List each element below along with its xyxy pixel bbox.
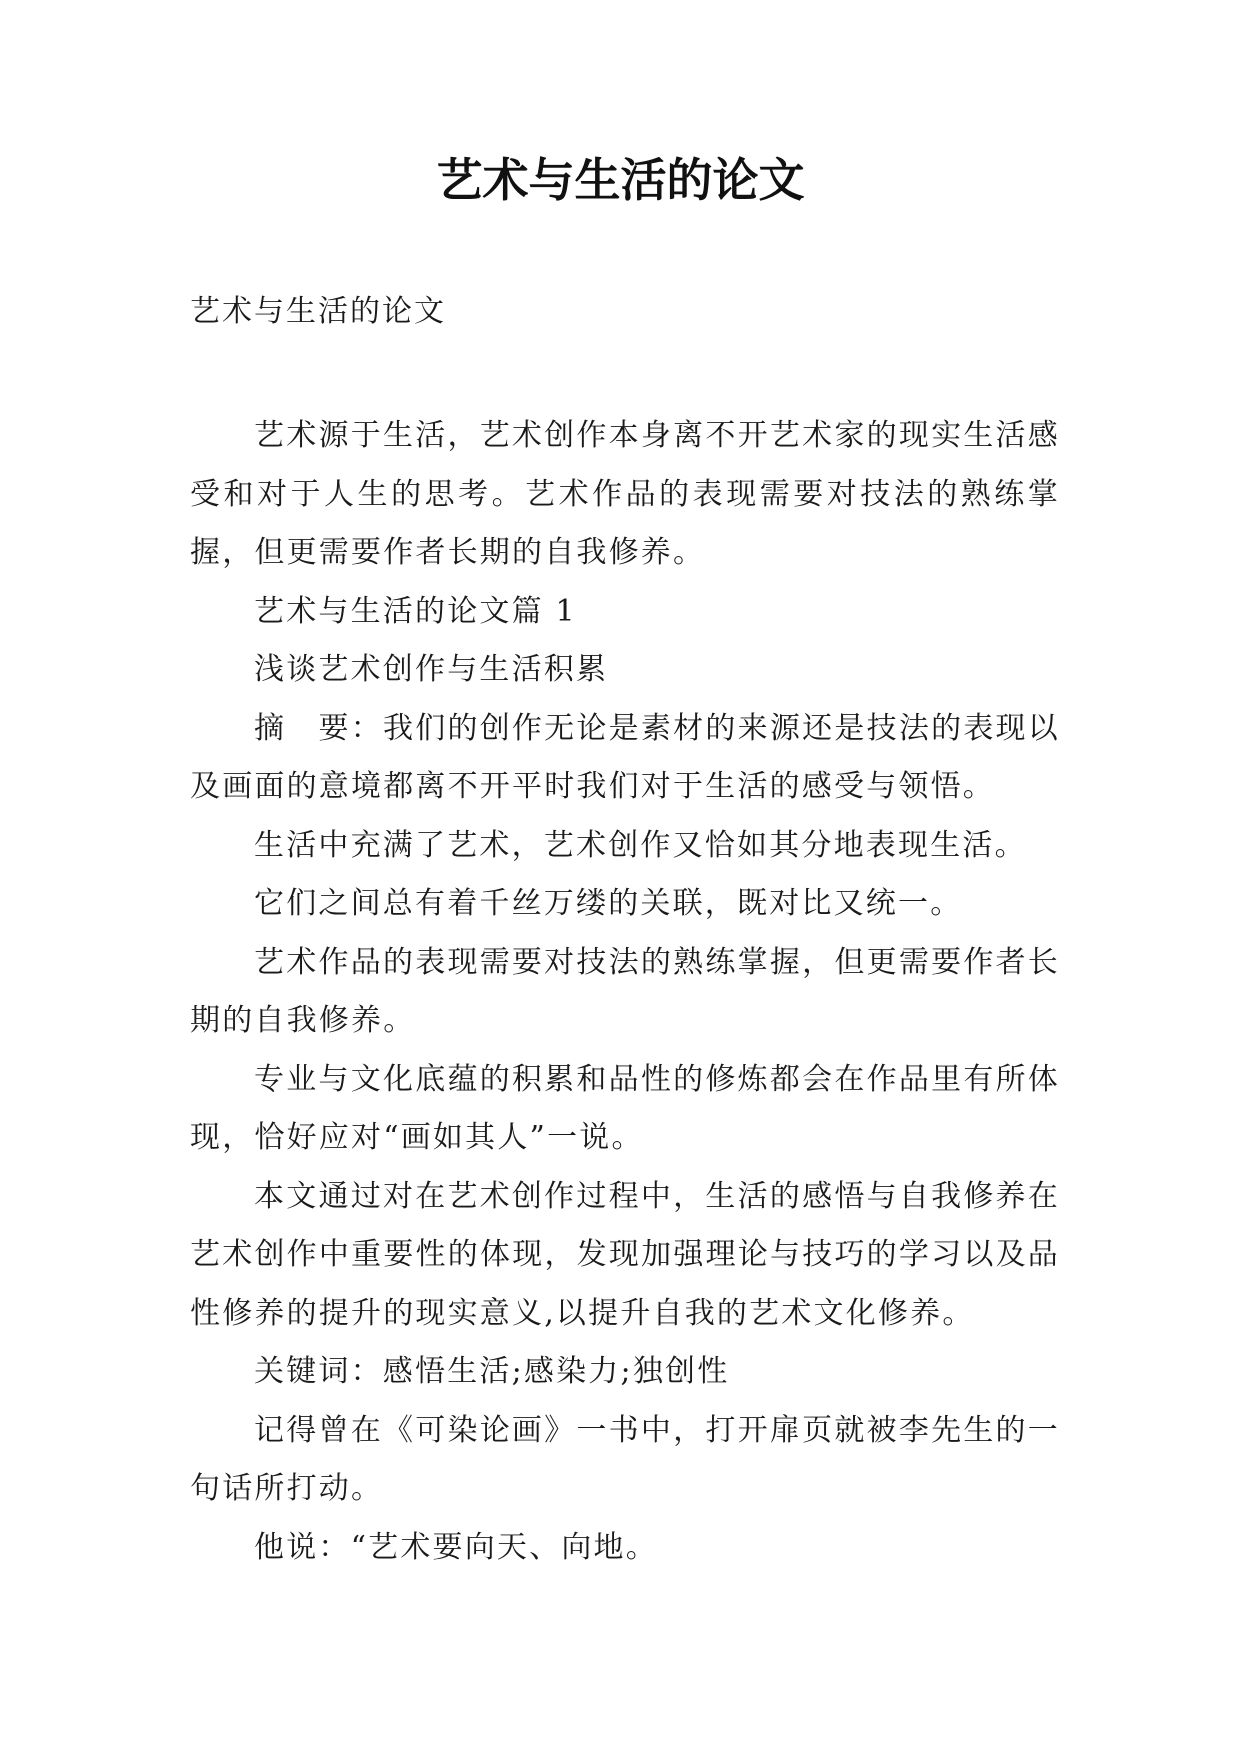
paragraph: 艺术与生活的论文篇 1 — [254, 593, 577, 629]
paragraph: 生活中充满了艺术，艺术创作又恰如其分地表现生活。 — [254, 827, 1027, 863]
page-title: 艺术与生活的论文 — [436, 153, 805, 207]
paragraph: 本文通过对在艺术创作过程中，生活的感悟与自我修养在艺术创作中重要性的体现，发现加强理论与技巧的学习以及品性修养的提升的现实意义,以提升自我的艺术文化修养。 — [190, 1178, 1060, 1331]
document-subtitle: 艺术与生活的论文 — [190, 294, 446, 329]
paragraph: 浅谈艺术创作与生活积累 — [254, 652, 609, 687]
paragraph: 艺术源于生活，艺术创作本身离不开艺术家的现实生活感受和对于人生的思考。艺术作品的表现需要对技法的熟练掌握，但更需要作者长期的自我修养。 — [190, 418, 1060, 570]
paragraph: 他说：“艺术要向天、向地。 — [254, 1529, 658, 1565]
paragraph: 它们之间总有着千丝万缕的关联，既对比又统一。 — [254, 886, 963, 921]
paragraph: 专业与文化底蕴的积累和品性的修炼都会在作品里有所体现，恰好应对“画如其人”一说。 — [190, 1061, 1060, 1155]
paragraph: 关键词：感悟生活;感染力;独创性 — [254, 1354, 730, 1389]
paragraph: 记得曾在《可染论画》一书中，打开扉页就被李先生的一句话所打动。 — [190, 1412, 1060, 1506]
document-body — [190, 407, 1060, 1577]
paragraph: 摘 要：我们的创作无论是素材的来源还是技法的表现以及画面的意境都离不开平时我们对于生活的感受与领悟。 — [190, 710, 1060, 804]
paragraph: 艺术作品的表现需要对技法的熟练掌握，但更需要作者长期的自我修养。 — [190, 944, 1060, 1038]
